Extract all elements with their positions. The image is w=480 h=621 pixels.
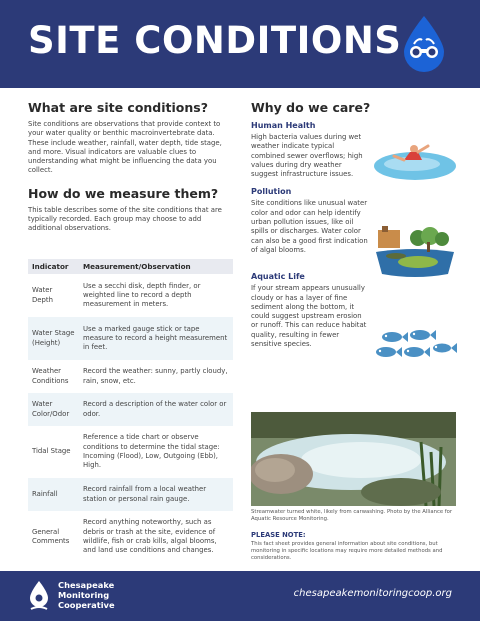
aquatic-text: If your stream appears unusually cloudy or has a layer of fine sediment along the bottom, it could suggest upstream erosion or runoff. This can reduce habitat quality, resulting in fewer sensitive species. — [251, 284, 367, 349]
org-name-line2: Monitoring — [58, 590, 110, 600]
how-text: This table describes some of the site conditions that are typically recorded. Each group may choose to add additional observations. — [28, 205, 222, 233]
table-header-row — [28, 259, 233, 274]
page-title: SITE CONDITIONS — [28, 19, 402, 62]
table-row — [28, 317, 233, 360]
table-row — [28, 274, 233, 317]
footer-banner — [0, 571, 480, 621]
table-row — [28, 511, 233, 563]
table-cell-indicator: Water Depth — [32, 286, 53, 304]
table-cell-indicator: General Comments — [32, 527, 70, 545]
what-heading: What are site conditions? — [28, 100, 208, 115]
table-cell-indicator: Tidal Stage — [32, 447, 71, 456]
table-cell-observation: Use a marked gauge stick or tape measure to record a height measurement in feet. — [79, 317, 233, 360]
health-text: High bacteria values during wet weather indicate typical combined sewer overflows; high values during dry weather suggest infrastructure issues. — [251, 133, 363, 179]
note-text: This fact sheet provides general information about site conditions, but monitoring in specific locations may require more detailed methods and considerations. — [251, 541, 443, 561]
table-header-observation: Measurement/Observation — [79, 259, 233, 274]
table-cell-indicator: Rainfall — [28, 478, 79, 511]
header-banner — [0, 0, 480, 88]
table-cell-indicator: Water Color/Odor — [28, 393, 79, 426]
table-header-indicator: Indicator — [28, 259, 79, 274]
table-row — [28, 393, 233, 426]
org-name-line3: Cooperative — [58, 600, 115, 610]
stream-photo — [251, 412, 456, 506]
site-conditions-table — [28, 259, 233, 563]
table-cell-observation: Record anything noteworthy, such as debris or trash at the site, evidence of wildlife, fish or crab kills, algal blooms, and land use conditions and changes. — [83, 518, 217, 555]
table-cell-observation: Record a description of the water color or odor. — [79, 393, 233, 426]
pollution-title: Pollution — [251, 187, 292, 197]
table-row — [28, 360, 233, 393]
table-row — [28, 426, 233, 478]
org-name — [58, 580, 115, 610]
website-url: chesapeakemonitoringcoop.org — [293, 588, 452, 599]
photo-caption: Streamwater turned white, likely from carwashing. Photo by the Alliance for Aquatic Resource Monitoring. — [251, 509, 453, 522]
health-title: Human Health — [251, 121, 316, 130]
why-heading: Why do we care? — [251, 100, 371, 115]
location-drop-logo-icon — [28, 579, 50, 613]
table-cell-indicator: Weather Conditions — [32, 367, 69, 385]
table-cell-observation: Use a secchi disk, depth finder, or weighted line to record a depth measurement in meters. — [83, 281, 201, 309]
how-heading: How do we measure them? — [28, 185, 219, 201]
what-text: Site conditions are observations that provide context to your water quality or benthic macroinvertebrate data. These include weather, rainfall, water depth, tide stage, and more. Visual indicators are valuable clues to understanding what might be influencing the data you collect. — [28, 120, 222, 175]
table-cell-observation: Record rainfall from a local weather station or personal rain gauge. — [79, 478, 233, 511]
swimmer-illustration — [372, 136, 458, 184]
note-title: PLEASE NOTE: — [251, 531, 306, 539]
pollution-illustration — [372, 222, 458, 280]
table-cell-observation: Reference a tide chart or observe conditions to determine the tidal stage: Incoming (Flood), Low, Outgoing (Ebb), High. — [83, 433, 220, 470]
aquatic-title: Aquatic Life — [251, 272, 305, 282]
pollution-text: Site conditions like unusual water color and odor can help identify urban pollution issues, like oil spills or discharges. Water color can also be a good first indication of algal blooms. — [251, 199, 368, 254]
table-cell-observation: Record the weather: sunny, partly cloudy, rain, snow, etc. — [83, 367, 228, 385]
fish-illustration — [372, 328, 458, 362]
left-column — [28, 100, 233, 234]
org-name-line1: Chesapeake — [58, 580, 115, 590]
table-cell-indicator: Water Stage (Height) — [28, 317, 79, 360]
water-drop-binoculars-icon — [400, 14, 448, 72]
table-row — [28, 478, 233, 511]
